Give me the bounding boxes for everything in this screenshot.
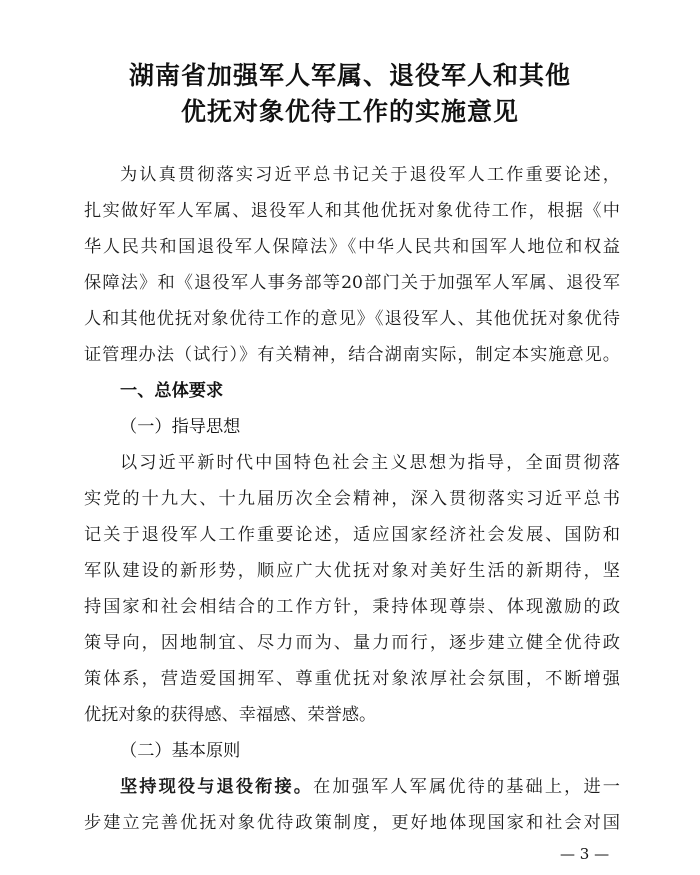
guiding-line-4: 军队建设的新形势，顺应广大优抚对象对美好生活的新期待，坚 (84, 561, 620, 581)
principle-bold-phrase: 坚持现役与退役衔接。 (120, 777, 314, 797)
guiding-line-2: 实党的十九大、十九届历次全会精神，深入贯彻落实习近平总书 (84, 489, 620, 509)
guiding-line-7: 策体系，营造爱国拥军、尊重优抚对象浓厚社会氛围，不断增强 (84, 669, 620, 689)
subsection-heading-1: （一）指导思想 (120, 417, 241, 437)
intro-line-1: 为认真贯彻落实习近平总书记关于退役军人工作重要论述， (120, 165, 620, 185)
intro-line-3: 华人民共和国退役军人保障法》《中华人民共和国军人地位和权益 (84, 237, 620, 257)
guiding-line-8: 优抚对象的获得感、幸福感、荣誉感。 (84, 705, 377, 725)
principle-line-2: 步建立完善优抚对象优待政策制度，更好地体现国家和社会对国 (84, 813, 620, 833)
intro-line-6: 证管理办法（试行）》有关精神，结合湖南实际，制定本实施意见。 (84, 345, 620, 365)
intro-line-4: 保障法》和《退役军人事务部等20部门关于加强军人军属、退役军 (84, 273, 620, 293)
guiding-line-5: 持国家和社会相结合的工作方针，秉持体现尊崇、体现激励的政 (84, 597, 620, 617)
principle-line-1-text: 在加强军人军属优待的基础上，进一 (313, 777, 620, 797)
document-title-line-2: 优抚对象优待工作的实施意见 (180, 97, 519, 126)
page-number: — 3 — (560, 845, 610, 863)
guiding-line-1: 以习近平新时代中国特色社会主义思想为指导，全面贯彻落 (120, 453, 620, 473)
guiding-line-6: 策导向，因地制宜、尽力而为、量力而行，逐步建立健全优待政 (84, 633, 620, 653)
principle-line-1 (120, 777, 620, 797)
guiding-line-3: 记关于退役军人工作重要论述，适应国家经济社会发展、国防和 (84, 525, 620, 545)
document-title-line-1: 湖南省加强军人军属、退役军人和其他 (128, 61, 571, 90)
intro-line-5: 人和其他优抚对象优待工作的意见》《退役军人、其他优抚对象优待 (84, 309, 620, 329)
section-heading-1: 一、总体要求 (120, 381, 224, 401)
subsection-heading-2: （二）基本原则 (120, 741, 241, 761)
intro-line-2: 扎实做好军人军属、退役军人和其他优抚对象优待工作，根据《中 (84, 201, 620, 221)
